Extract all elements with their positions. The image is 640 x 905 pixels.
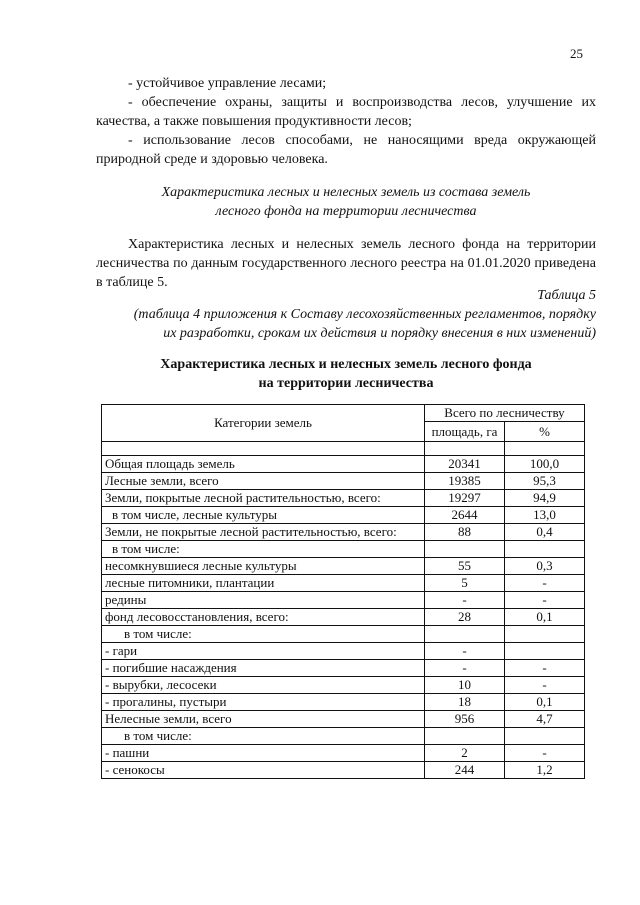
header-area: площадь, га bbox=[425, 422, 505, 442]
row-area: - bbox=[425, 660, 505, 677]
row-percent bbox=[505, 626, 585, 643]
row-area: 18 bbox=[425, 694, 505, 711]
land-table-container bbox=[101, 404, 585, 779]
spacer-cell bbox=[505, 442, 585, 456]
table-heading-line: Характеристика лесных и нелесных земель лесного фонда bbox=[160, 357, 532, 372]
section-title-line: Характеристика лесных и нелесных земель из состава земель bbox=[161, 185, 531, 200]
row-area: 10 bbox=[425, 677, 505, 694]
table-row bbox=[102, 473, 585, 490]
row-percent: 94,9 bbox=[505, 490, 585, 507]
row-area: 19385 bbox=[425, 473, 505, 490]
table-row bbox=[102, 762, 585, 779]
row-label: - погибшие насаждения bbox=[102, 660, 425, 677]
row-area bbox=[425, 541, 505, 558]
table-row bbox=[102, 643, 585, 660]
table-row bbox=[102, 456, 585, 473]
row-label: Земли, покрытые лесной растительностью, всего: bbox=[102, 490, 425, 507]
table-row bbox=[102, 507, 585, 524]
row-label: в том числе: bbox=[102, 626, 425, 643]
header-total: Всего по лесничеству bbox=[425, 405, 585, 422]
row-area: 244 bbox=[425, 762, 505, 779]
row-percent: - bbox=[505, 592, 585, 609]
row-area: - bbox=[425, 643, 505, 660]
row-area: 88 bbox=[425, 524, 505, 541]
table-heading bbox=[96, 355, 596, 393]
bullet-item: - устойчивое управление лесами; bbox=[128, 76, 327, 91]
bullet-list bbox=[96, 74, 596, 169]
table-row bbox=[102, 626, 585, 643]
row-percent: 1,2 bbox=[505, 762, 585, 779]
table-row bbox=[102, 694, 585, 711]
row-percent: 100,0 bbox=[505, 456, 585, 473]
table-row bbox=[102, 745, 585, 762]
row-percent: 0,1 bbox=[505, 609, 585, 626]
row-percent: 0,4 bbox=[505, 524, 585, 541]
row-area: 28 bbox=[425, 609, 505, 626]
spacer-cell bbox=[425, 442, 505, 456]
row-percent: 0,1 bbox=[505, 694, 585, 711]
table-row bbox=[102, 490, 585, 507]
row-area bbox=[425, 626, 505, 643]
row-percent bbox=[505, 643, 585, 660]
row-area: 20341 bbox=[425, 456, 505, 473]
row-label: фонд лесовосстановления, всего: bbox=[102, 609, 425, 626]
table-row bbox=[102, 558, 585, 575]
row-label: - пашни bbox=[102, 745, 425, 762]
table-row bbox=[102, 575, 585, 592]
bullet-item: - обеспечение охраны, защиты и воспроизводства лесов, улучшение их качества, а также повышения продуктивности лесов; bbox=[96, 95, 596, 129]
bullet-item: - использование лесов способами, не наносящими вреда окружающей природной среде и здоровью человека. bbox=[96, 133, 596, 167]
row-label: - вырубки, лесосеки bbox=[102, 677, 425, 694]
header-percent: % bbox=[505, 422, 585, 442]
row-label: в том числе: bbox=[102, 541, 425, 558]
row-label: редины bbox=[102, 592, 425, 609]
row-area: 55 bbox=[425, 558, 505, 575]
section-title bbox=[96, 183, 596, 221]
row-percent: - bbox=[505, 677, 585, 694]
row-label: несомкнувшиеся лесные культуры bbox=[102, 558, 425, 575]
row-label: - сенокосы bbox=[102, 762, 425, 779]
table-row bbox=[102, 541, 585, 558]
table-spacer-row bbox=[102, 442, 585, 456]
row-percent bbox=[505, 541, 585, 558]
row-label: Нелесные земли, всего bbox=[102, 711, 425, 728]
table-row bbox=[102, 660, 585, 677]
spacer-cell bbox=[102, 442, 425, 456]
row-label: лесные питомники, плантации bbox=[102, 575, 425, 592]
table-row bbox=[102, 677, 585, 694]
row-area: - bbox=[425, 592, 505, 609]
row-area: 5 bbox=[425, 575, 505, 592]
row-label: - гари bbox=[102, 643, 425, 660]
land-categories-table bbox=[101, 404, 585, 779]
row-area bbox=[425, 728, 505, 745]
row-area: 956 bbox=[425, 711, 505, 728]
table-row bbox=[102, 592, 585, 609]
table-row bbox=[102, 609, 585, 626]
table-note-line: их разработки, срокам их действия и порядку внесения в них изменений) bbox=[163, 326, 596, 341]
header-category: Категории земель bbox=[102, 405, 425, 442]
row-area: 2 bbox=[425, 745, 505, 762]
row-percent bbox=[505, 728, 585, 745]
row-label: Лесные земли, всего bbox=[102, 473, 425, 490]
table-note-line: (таблица 4 приложения к Составу лесохозяйственных регламентов, порядку bbox=[133, 307, 596, 322]
table-row bbox=[102, 711, 585, 728]
table-body bbox=[102, 442, 585, 779]
row-percent: 13,0 bbox=[505, 507, 585, 524]
row-percent: - bbox=[505, 575, 585, 592]
row-label: Земли, не покрытые лесной растительностью, всего: bbox=[102, 524, 425, 541]
row-label: в том числе, лесные культуры bbox=[102, 507, 425, 524]
row-percent: 95,3 bbox=[505, 473, 585, 490]
row-area: 2644 bbox=[425, 507, 505, 524]
table-row bbox=[102, 524, 585, 541]
intro-paragraph: Характеристика лесных и нелесных земель лесного фонда на территории лесничества по данным государственного лесного реестра на 01.01.2020 приведена в таблице 5. bbox=[96, 237, 596, 290]
row-percent: 0,3 bbox=[505, 558, 585, 575]
row-percent: - bbox=[505, 660, 585, 677]
table-caption bbox=[90, 286, 596, 343]
table-heading-line: на территории лесничества bbox=[258, 376, 434, 391]
row-percent: 4,7 bbox=[505, 711, 585, 728]
row-label: Общая площадь земель bbox=[102, 456, 425, 473]
row-percent: - bbox=[505, 745, 585, 762]
table-number: Таблица 5 bbox=[537, 288, 596, 303]
page-number: 25 bbox=[570, 46, 583, 61]
table-row bbox=[102, 728, 585, 745]
row-area: 19297 bbox=[425, 490, 505, 507]
row-label: в том числе: bbox=[102, 728, 425, 745]
section-title-line: лесного фонда на территории лесничества bbox=[215, 204, 477, 219]
row-label: - прогалины, пустыри bbox=[102, 694, 425, 711]
